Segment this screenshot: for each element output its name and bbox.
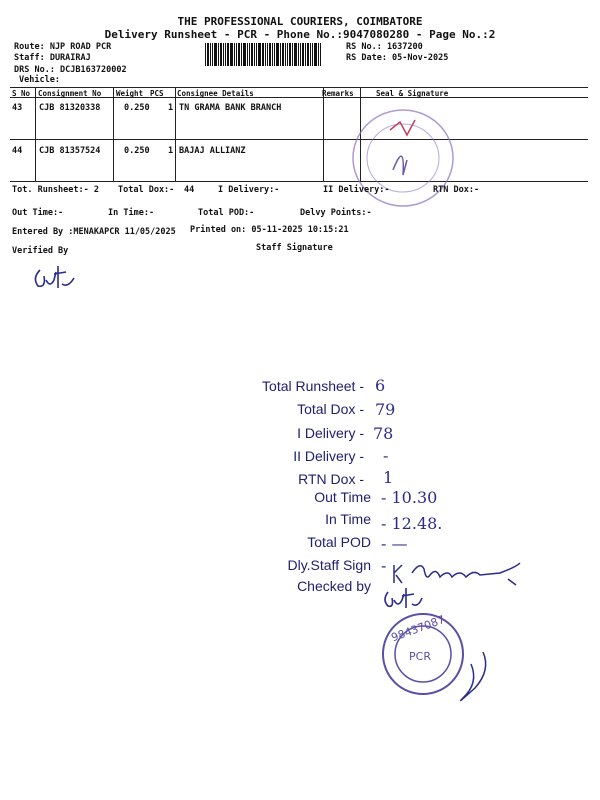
pcr-seal-icon [375,608,505,718]
tot-runsheet: Tot. Runsheet:- 2 [12,185,99,195]
row-pcs: 1 [168,146,174,156]
value-pod: - — [381,534,408,553]
drs-number: DRS No.: DCJB163720002 [14,65,127,75]
rs-number: RS No.: 1637200 [346,42,423,52]
stamp-label-checked: Checked by [297,578,371,594]
printed-on: Printed on: 05-11-2025 10:15:21 [190,225,349,235]
row-sno: 43 [12,103,23,113]
value-dox: 79 [375,400,396,419]
row-consignee: TN GRAMA BANK BRANCH [179,103,282,113]
total-dox-value: 44 [184,185,195,195]
entered-by: Entered By :MENAKAPCR 11/05/2025 [12,227,176,237]
col-seal: Seal & Signature [376,89,449,98]
value-runsheet: 6 [375,376,386,395]
value-in-time: - 12.48. [381,514,443,533]
total-pod: Total POD:- [198,208,255,218]
col-remarks: Remarks [322,89,354,98]
vehicle-text: Vehicle: [19,75,60,85]
svg-text:98437087: 98437087 [389,612,447,645]
stamp-label-out-time: Out Time [314,489,371,505]
row-pcs: 1 [168,103,174,113]
value-i-delivery: 78 [373,424,394,443]
company-title: THE PROFESSIONAL COURIERS, COIMBATORE [177,15,423,28]
route-text: Route: NJP ROAD PCR [14,42,112,52]
row-consignment: CJB 81320338 [39,103,101,113]
value-ii-delivery: - [383,446,389,465]
stamp-label-in-time: In Time [325,511,371,527]
value-out-time: - 10.30 [381,488,438,507]
stamp-label-staff-sign: Dly.Staff Sign [287,557,371,573]
row-weight: 0.250 [124,146,150,156]
col-consignment: Consignment No [38,89,102,98]
stamp-label-runsheet: Total Runsheet - [262,378,364,394]
in-time: In Time:- [108,208,155,218]
value-staff-sign-dash: - [381,556,387,575]
total-dox-label: Total Dox:- [118,185,175,195]
staff-signature: Staff Signature [256,243,333,253]
stamp-label-rtn: RTN Dox - [298,471,364,487]
row-sno: 44 [12,146,23,156]
verified-by: Verified By [12,246,69,256]
col-pcs: PCS [150,89,164,98]
staff-text: Staff: DURAIRAJ [14,53,91,63]
row-consignment: CJB 81357524 [39,146,101,156]
barcode-icon [205,43,337,66]
i-delivery: I Delivery:- [218,185,280,195]
ii-delivery: II Delivery:- [323,185,390,195]
stamp-label-dox: Total Dox - [297,401,364,417]
col-consignee: Consignee Details [177,89,254,98]
col-weight: Weight [116,89,144,98]
row-consignee: BAJAJ ALLIANZ [179,146,246,156]
rtn-dox: RTN Dox:- [433,185,480,195]
svg-text:PCR: PCR [409,650,431,663]
stamp-label-ii-delivery: II Delivery - [293,448,364,464]
runsheet-subtitle: Delivery Runsheet - PCR - Phone No.:9047080280 - Page No.:2 [104,28,496,41]
stamp-label-i-delivery: I Delivery - [297,425,364,441]
row-weight: 0.250 [124,103,150,113]
col-sno: S No [12,89,31,98]
verifier-signature-icon [30,258,80,293]
stamp-label-pod: Total POD [307,534,371,550]
rs-date: RS Date: 05-Nov-2025 [346,53,449,63]
delvy-points: Delvy Points:- [300,208,372,218]
value-rtn: 1 [383,468,394,487]
out-time: Out Time:- [12,208,64,218]
